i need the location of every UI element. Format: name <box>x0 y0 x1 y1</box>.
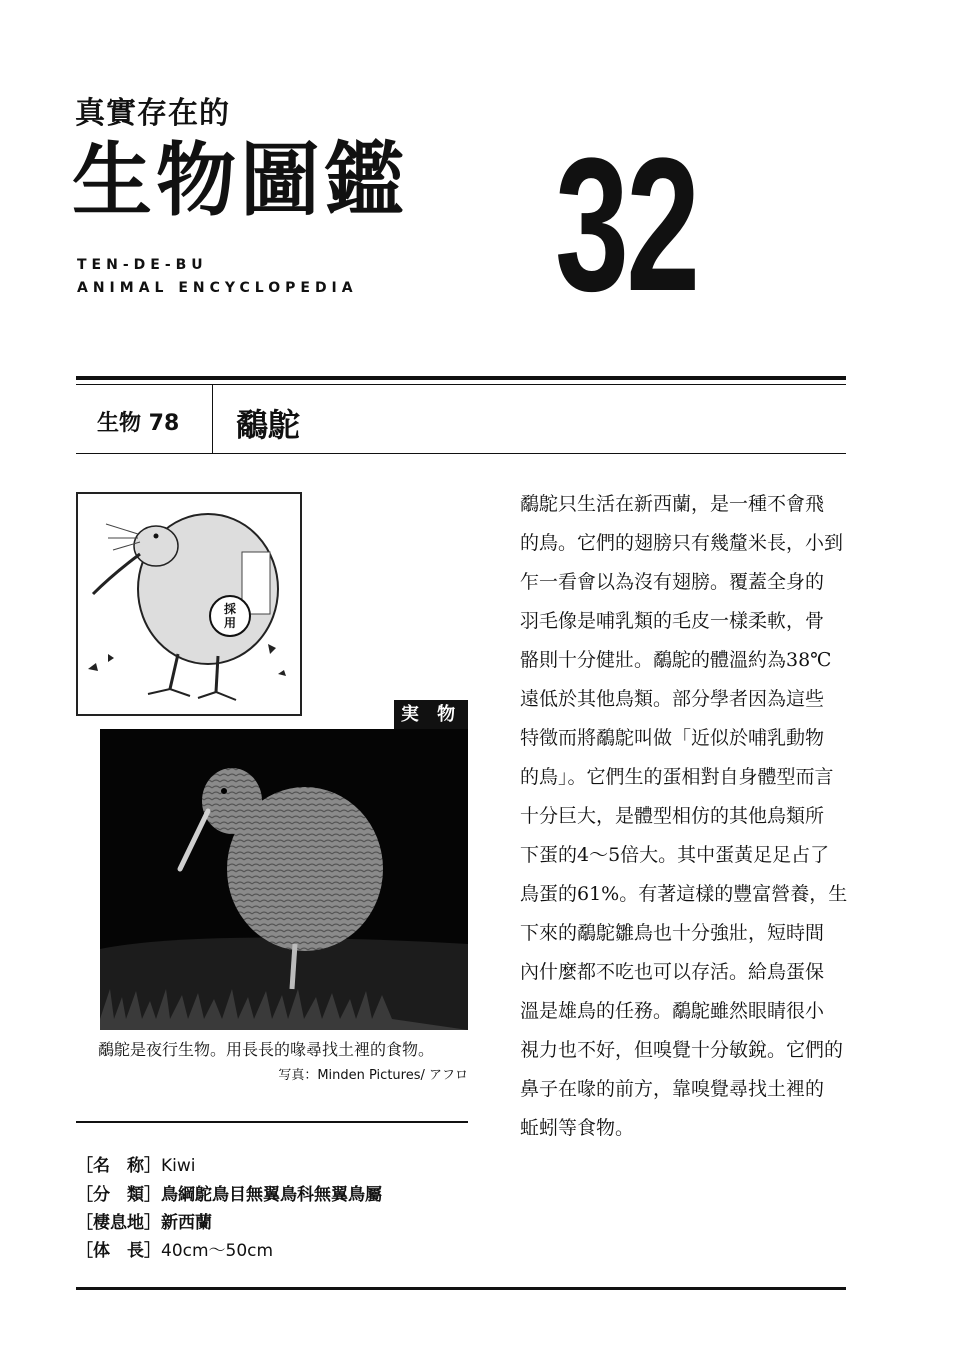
body-line: 特徵而將鷸鴕叫做「近似於哺乳動物 <box>520 727 825 749</box>
photo-tag: 実 物 <box>394 700 468 730</box>
adopted-stamp-text: 採用 <box>223 602 236 630</box>
info-row-habitat <box>76 1208 212 1233</box>
info-key: ［分 類］ <box>76 1185 161 1205</box>
body-line: 蚯蚓等食物。 <box>520 1117 635 1139</box>
creature-name: 鷸鴕 <box>236 406 301 444</box>
bottom-rule <box>76 1287 846 1290</box>
body-line: 骼則十分健壯。鷸鴕的體溫約為38℃ <box>520 649 832 671</box>
body-line: 的鳥」。它們生的蛋相對自身體型而言 <box>520 766 834 788</box>
info-row-classification <box>76 1180 382 1205</box>
body-line: 鳥蛋的61%。有著這樣的豐富營養，生 <box>520 883 848 905</box>
body-line: 溫是雄鳥的任務。鷸鴕雖然眼睛很小 <box>520 1000 825 1022</box>
body-line: 十分巨大，是體型相仿的其他鳥類所 <box>520 805 825 827</box>
english-title-line2: ANIMAL ENCYCLOPEDIA <box>77 280 358 296</box>
info-key: ［名 称］ <box>76 1156 161 1176</box>
photo-caption: 鷸鴕是夜行生物。用長長的喙尋找土裡的食物。 <box>98 1040 435 1059</box>
info-value: 鳥綱鴕鳥目無翼鳥科無翼鳥屬 <box>161 1185 382 1205</box>
body-line: 下蛋的4〜5倍大。其中蛋黃足足占了 <box>520 844 830 866</box>
top-rule-thick <box>76 376 846 380</box>
body-line: 鷸鴕只生活在新西蘭，是一種不會飛 <box>520 493 825 515</box>
body-line: 遠低於其他鳥類。部分學者因為這些 <box>520 688 825 710</box>
body-text <box>520 485 860 1148</box>
name-divider <box>212 384 213 454</box>
info-row-name <box>76 1151 196 1176</box>
info-value: Kiwi <box>161 1156 196 1176</box>
volume-number: 32 <box>555 119 698 331</box>
kiwi-photo <box>100 729 468 1030</box>
top-rule-thin <box>76 384 846 385</box>
body-line: 下來的鷸鴕雛鳥也十分強壯，短時間 <box>520 922 825 944</box>
body-line: 乍一看會以為沒有翅膀。覆蓋全身的 <box>520 571 825 593</box>
kiwi-photo-drawing <box>100 729 468 1030</box>
info-value: 40cm〜50cm <box>161 1241 274 1261</box>
body-line: 視力也不好，但嗅覺十分敏銳。它們的 <box>520 1039 844 1061</box>
info-key: ［棲息地］ <box>76 1213 161 1233</box>
body-line: 鼻子在喙的前方，靠嗅覺尋找土裡的 <box>520 1078 825 1100</box>
english-title-line1: TEN-DE-BU <box>77 257 208 273</box>
kiwi-drawing <box>78 494 300 714</box>
photo-credit: 写真：Minden Pictures/ アフロ <box>278 1068 468 1083</box>
info-top-rule <box>76 1121 468 1123</box>
page-title: 生物圖鑑 <box>72 133 408 227</box>
info-value: 新西蘭 <box>161 1213 212 1233</box>
creature-number: 生物 78 <box>97 411 180 436</box>
body-line: 內什麼都不吃也可以存活。給鳥蛋保 <box>520 961 825 983</box>
series-subtitle: 真實存在的 <box>75 96 230 131</box>
info-row-length <box>76 1236 273 1261</box>
info-key: ［体 長］ <box>76 1241 161 1261</box>
body-line: 羽毛像是哺乳類的毛皮一樣柔軟，骨 <box>520 610 825 632</box>
kiwi-illustration <box>76 492 302 716</box>
name-bottom-rule <box>76 453 846 454</box>
body-line: 的鳥。它們的翅膀只有幾釐米長，小到 <box>520 532 844 554</box>
